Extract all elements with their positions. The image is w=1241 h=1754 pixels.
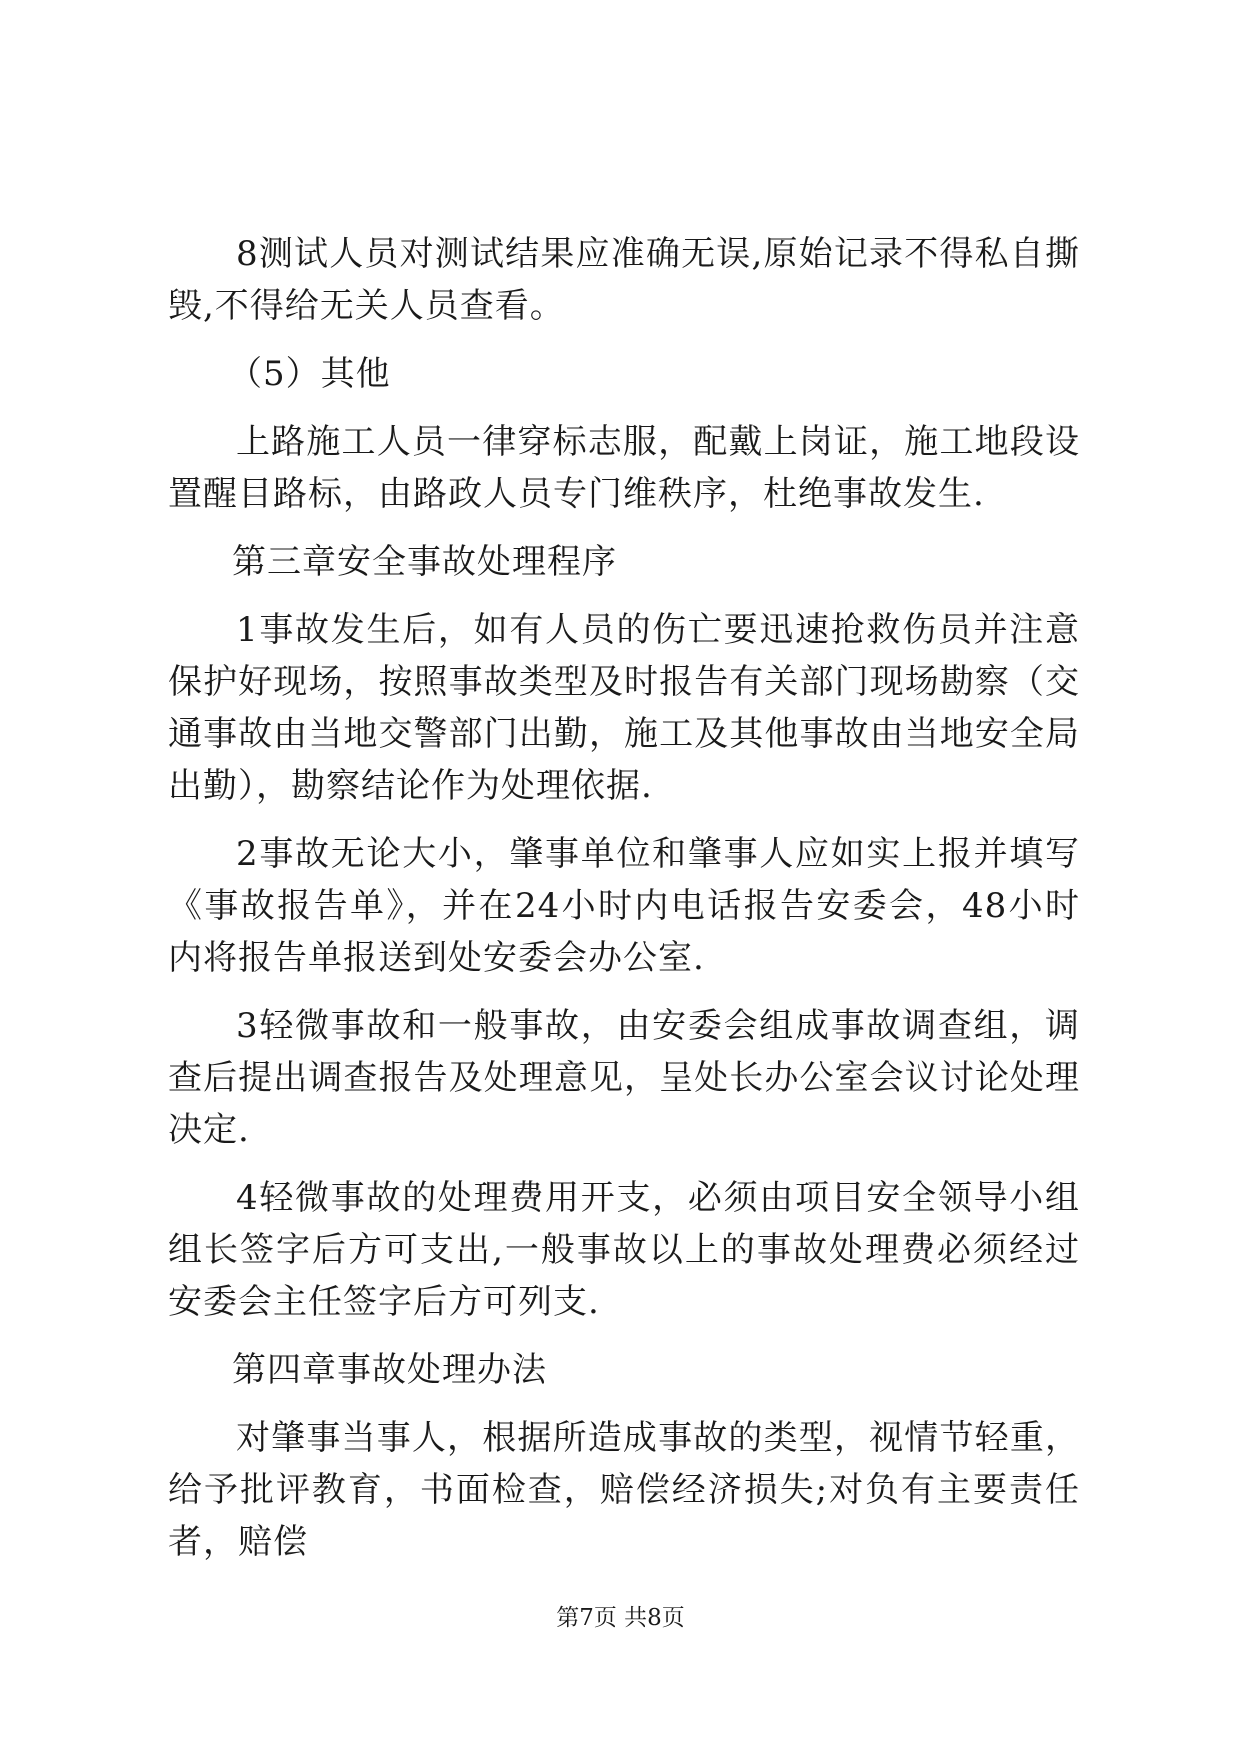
section-heading-other: （5）其他 [228,354,391,394]
document-body [168,228,1080,1584]
paragraph-procedure-4: 4轻微事故的处理费用开支，必须由项目安全领导小组组长签字后方可支出,一般事故以上的事故处理费必须经过安委会主任签字后方可列支. [168,1178,1080,1322]
paragraph-procedure-3: 3轻微事故和一般事故，由安委会组成事故调查组，调查后提出调查报告及处理意见，呈处长办公室会议讨论处理决定. [168,1006,1080,1150]
paragraph-procedure-1: 1事故发生后，如有人员的伤亡要迅速抢救伤员并注意保护好现场，按照事故类型及时报告有关部门现场勘察（交通事故由当地交警部门出勤，施工及其他事故由当地安全局出勤），勘察结论作为处理依据. [168,610,1080,806]
chapter-heading-4: 第四章事故处理办法 [232,1350,547,1390]
paragraph-measures: 对肇事当事人，根据所造成事故的类型，视情节轻重，给予批评教育，书面检查，赔偿经济损失;对负有主要责任者，赔偿 [168,1418,1080,1562]
paragraph-road-safety: 上路施工人员一律穿标志服，配戴上岗证，施工地段设置醒目路标，由路政人员专门维秩序，杜绝事故发生. [168,422,1080,514]
paragraph-item-8: 8测试人员对测试结果应准确无误,原始记录不得私自撕毁,不得给无关人员查看。 [168,234,1080,326]
chapter-heading-3: 第三章安全事故处理程序 [232,542,617,582]
paragraph-procedure-2: 2事故无论大小，肇事单位和肇事人应如实上报并填写《事故报告单》，并在24小时内电话报告安委会，48小时内将报告单报送到处安委会办公室. [168,834,1080,978]
page-number-footer: 第7页 共8页 [556,1605,685,1631]
